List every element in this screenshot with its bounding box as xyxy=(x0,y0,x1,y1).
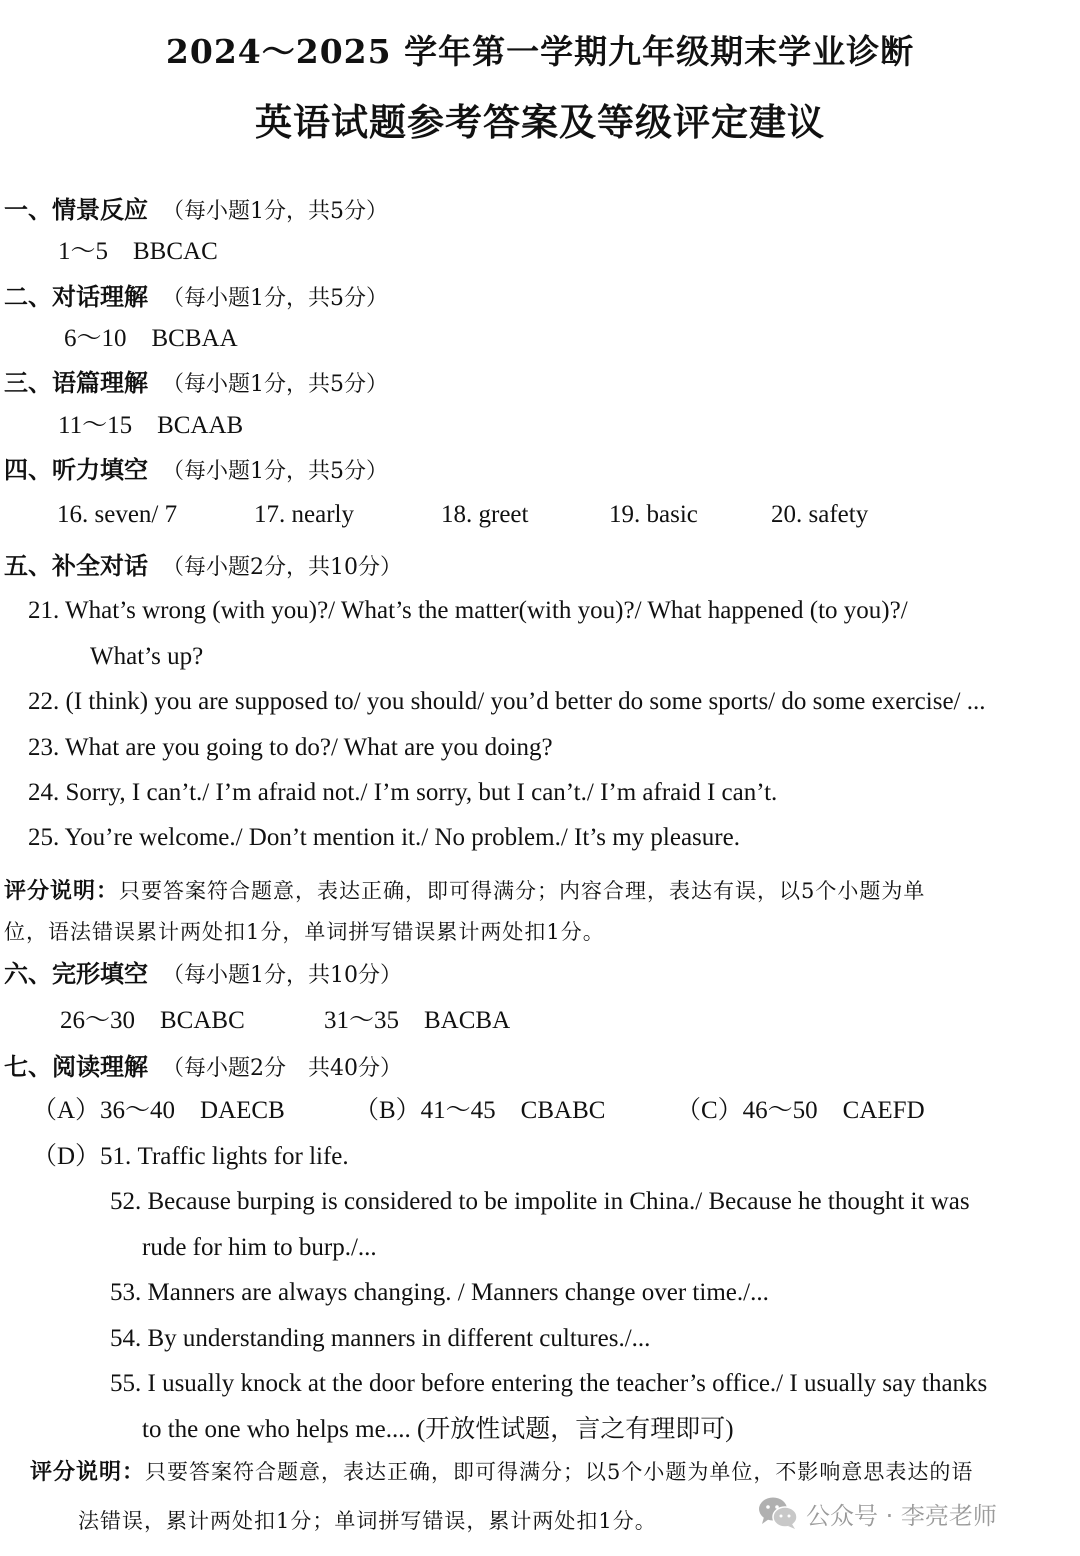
section-7-label: 七、阅读理解 xyxy=(4,1053,148,1081)
answer-21: 21. What’s wrong (with you)?/ What’s the matter(with you)?/ What happened (to you)?/ xyxy=(28,597,908,624)
section-6-answers xyxy=(0,1005,1080,1037)
answer-51: （D）51. Traffic lights for life. xyxy=(32,1143,349,1170)
answer-21-cont: What’s up? xyxy=(90,643,204,670)
scoring-text-1a: 只要答案符合题意，表达正确，即可得满分；内容合理，表达有误，以5个小题为单 xyxy=(119,879,926,903)
answer-part-c: （C）46～50 CAEFD xyxy=(676,1097,925,1124)
answer-22: 22. (I think) you are supposed to/ you should/ you’d better do some sports/ do some exercise/ ... xyxy=(28,688,986,715)
answer-17: 17. nearly xyxy=(254,501,354,528)
answer-54: 54. By understanding manners in different cultures./... xyxy=(110,1325,651,1352)
section-2-note: （每小题1分，共5分） xyxy=(162,286,388,311)
answer-16: 16. seven/ 7 xyxy=(57,501,178,528)
section-5-label: 五、补全对话 xyxy=(4,552,148,580)
answer-20: 20. safety xyxy=(771,501,869,528)
scoring-note-1 xyxy=(4,876,925,907)
answer-55: 55. I usually knock at the door before entering the teacher’s office./ I usually say thanks xyxy=(110,1370,988,1397)
section-3-answers: 11～15 BCAAB xyxy=(58,412,244,439)
answer-31-35: 31～35 BACBA xyxy=(324,1007,511,1034)
section-4-note: （每小题1分，共5分） xyxy=(162,459,388,484)
doc-title-line2: 英语试题参考答案及等级评定建议 xyxy=(255,100,825,144)
answer-52-cont: rude for him to burp./... xyxy=(142,1234,377,1261)
answer-25: 25. You’re welcome./ Don’t mention it./ No problem./ It’s my pleasure. xyxy=(28,824,740,851)
answer-53: 53. Manners are always changing. / Manners change over time./... xyxy=(110,1279,769,1306)
section-3-heading xyxy=(4,367,388,401)
section-3-note: （每小题1分，共5分） xyxy=(162,372,388,397)
answer-55-cont: to the one who helps me.... (开放性试题，言之有理即可) xyxy=(142,1416,734,1443)
watermark xyxy=(758,1493,997,1533)
watermark-text: 公众号 · 李亮老师 xyxy=(806,1501,997,1530)
section-3-label: 三、语篇理解 xyxy=(4,369,148,397)
section-1-note: （每小题1分，共5分） xyxy=(162,199,388,224)
section-7-heading xyxy=(4,1051,402,1085)
section-7-note: （每小题2分 共40分） xyxy=(162,1056,402,1081)
scoring-text-1b: 位，语法错误累计两处扣1分，单词拼写错误累计两处扣1分。 xyxy=(4,920,605,944)
section-1-heading xyxy=(4,194,388,228)
answer-part-a: （A）36～40 DAECB xyxy=(32,1097,285,1124)
section-7-answers-abc xyxy=(0,1095,1080,1127)
scoring-label-2: 评分说明： xyxy=(30,1460,146,1485)
answer-26-30: 26～30 BCABC xyxy=(60,1007,245,1034)
answer-52: 52. Because burping is considered to be impolite in China./ Because he thought it was xyxy=(110,1188,970,1215)
section-4-answers xyxy=(0,499,1080,531)
scoring-label-1: 评分说明： xyxy=(4,879,120,904)
answer-23: 23. What are you going to do?/ What are you doing? xyxy=(28,734,553,761)
scoring-note-2 xyxy=(30,1457,973,1488)
scoring-text-2b: 法错误，累计两处扣1分；单词拼写错误，累计两处扣1分。 xyxy=(78,1509,657,1533)
doc-title-line1: 2024～2025 学年第一学期九年级期末学业诊断 xyxy=(165,32,915,71)
section-6-heading xyxy=(4,958,402,992)
wechat-icon xyxy=(758,1496,798,1530)
section-4-heading xyxy=(4,454,388,488)
section-6-note: （每小题1分，共10分） xyxy=(162,963,402,988)
section-6-label: 六、完形填空 xyxy=(4,960,148,988)
answer-18: 18. greet xyxy=(441,501,529,528)
section-2-answers: 6～10 BCBAA xyxy=(64,325,238,352)
answer-part-b: （B）41～45 CBABC xyxy=(354,1097,606,1124)
section-5-heading xyxy=(4,550,402,584)
section-2-heading xyxy=(4,281,388,315)
section-1-answers: 1～5 BBCAC xyxy=(58,238,218,265)
scoring-text-2a: 只要答案符合题意，表达正确，即可得满分；以5个小题为单位，不影响意思表达的语 xyxy=(145,1460,974,1484)
section-4-label: 四、听力填空 xyxy=(4,456,148,484)
answer-24: 24. Sorry, I can’t./ I’m afraid not./ I’m sorry, but I can’t./ I’m afraid I can’t. xyxy=(28,779,778,806)
answer-19: 19. basic xyxy=(609,501,698,528)
section-5-note: （每小题2分，共10分） xyxy=(162,555,402,580)
section-2-label: 二、对话理解 xyxy=(4,283,148,311)
section-1-label: 一、情景反应 xyxy=(4,196,148,224)
